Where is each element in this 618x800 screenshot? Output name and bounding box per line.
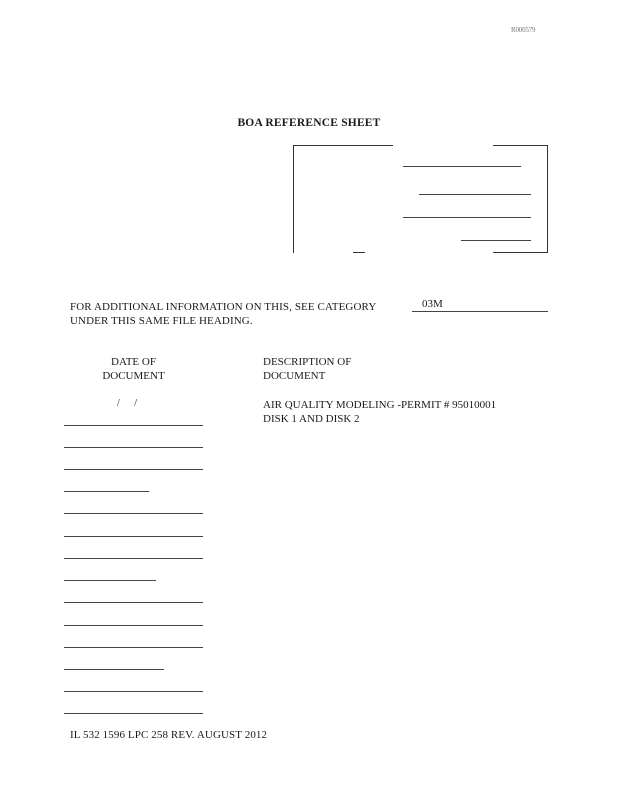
- reference-box: [293, 145, 548, 253]
- date-rule: [64, 491, 149, 492]
- date-rule: [64, 713, 203, 714]
- date-rule: [64, 647, 203, 648]
- date-rule: [64, 425, 203, 426]
- additional-info-line2: UNDER THIS SAME FILE HEADING.: [70, 315, 253, 327]
- date-rule: [64, 469, 203, 470]
- description-column-header: [263, 355, 351, 383]
- description-header-line2: DOCUMENT: [263, 370, 326, 382]
- date-rule: [64, 558, 203, 559]
- date-rule: [64, 536, 203, 537]
- category-field: 03M: [412, 298, 548, 312]
- date-rule: [64, 513, 203, 514]
- description-header-line1: DESCRIPTION OF: [263, 356, 352, 368]
- date-rule: [64, 691, 203, 692]
- entry-description-line2: DISK 1 AND DISK 2: [263, 413, 360, 425]
- date-header-line1: DATE OF: [111, 356, 156, 368]
- entry-date: / /: [117, 398, 144, 409]
- entry-description-line1: AIR QUALITY MODELING -PERMIT # 95010001: [263, 399, 497, 411]
- form-footer: IL 532 1596 LPC 258 REV. AUGUST 2012: [70, 729, 268, 741]
- date-column-header: [96, 355, 171, 383]
- date-header-line2: DOCUMENT: [102, 370, 165, 382]
- additional-info-line1: FOR ADDITIONAL INFORMATION ON THIS, SEE CATEGORY: [70, 301, 377, 313]
- date-rule: [64, 447, 203, 448]
- date-rule: [64, 625, 203, 626]
- date-rule: [64, 669, 164, 670]
- entry-description: [263, 398, 496, 426]
- additional-info-text: [70, 300, 376, 328]
- date-rule: [64, 580, 156, 581]
- sheet-title: BOA REFERENCE SHEET: [237, 117, 381, 129]
- date-rule: [64, 602, 203, 603]
- document-id-stamp: R000579: [511, 26, 536, 34]
